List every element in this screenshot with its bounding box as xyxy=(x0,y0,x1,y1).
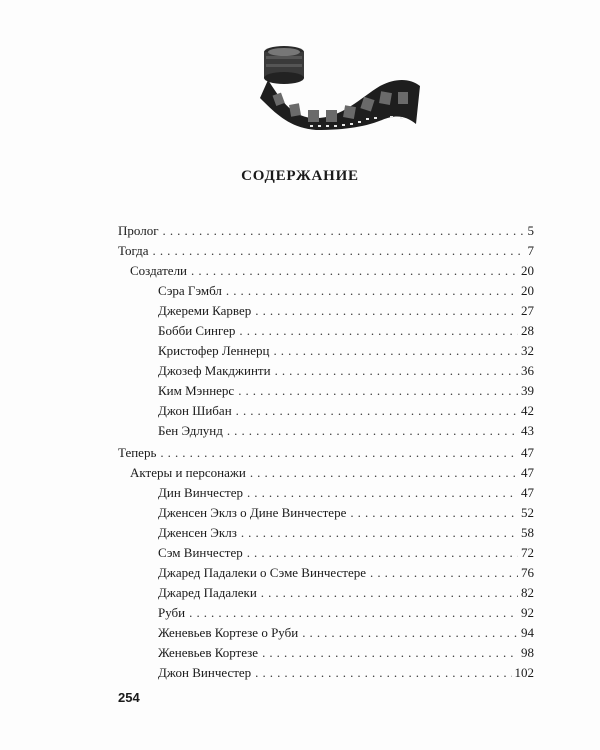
page-number: 254 xyxy=(118,690,140,705)
toc-leader-dots xyxy=(189,603,518,623)
toc-entry-title: Теперь xyxy=(118,445,157,460)
toc-leader-dots xyxy=(238,381,518,401)
toc-leader-dots xyxy=(241,523,518,543)
toc-entry-page: 32 xyxy=(521,343,534,358)
toc-leader-dots xyxy=(247,483,518,503)
toc-entry-page: 72 xyxy=(521,545,534,560)
toc-leader-dots xyxy=(262,643,518,663)
toc-entry xyxy=(158,301,534,321)
toc-entry-title: Бен Эдлунд xyxy=(158,423,223,438)
toc-leader-dots xyxy=(226,281,518,301)
toc-entry-page: 20 xyxy=(521,263,534,278)
toc-entry-page: 47 xyxy=(521,465,534,480)
toc-entry-page: 76 xyxy=(521,565,534,580)
toc-leader-dots xyxy=(191,261,518,281)
toc-entry-page: 92 xyxy=(521,605,534,620)
toc-entry-title: Сэра Гэмбл xyxy=(158,283,222,298)
toc-entry-page: 98 xyxy=(521,645,534,660)
toc-leader-dots xyxy=(239,321,518,341)
toc-entry-title: Джаред Падалеки о Сэме Винчестере xyxy=(158,565,367,580)
toc-entry-page: 43 xyxy=(521,423,534,438)
toc-entry-title: Сэм Винчестер xyxy=(158,545,243,560)
toc-entry-page: 94 xyxy=(521,625,534,640)
toc-entry xyxy=(118,443,534,463)
toc-entry xyxy=(158,603,534,623)
toc-entry-page: 7 xyxy=(527,243,534,258)
toc-entry-title: Женевьев Кортезе о Руби xyxy=(158,625,299,640)
toc-entry xyxy=(158,543,534,563)
toc-entry xyxy=(158,281,534,301)
toc-entry xyxy=(158,421,534,441)
toc-entry-title: Джон Винчестер xyxy=(158,665,252,680)
toc-entry xyxy=(158,381,534,401)
toc-entry-page: 58 xyxy=(521,525,534,540)
toc-entry-title: Пролог xyxy=(118,223,159,238)
toc-leader-dots xyxy=(370,563,518,583)
toc-entry-title: Ким Мэннерс xyxy=(158,383,235,398)
toc-entry xyxy=(118,241,534,261)
toc-entry-title: Кристофер Леннерц xyxy=(158,343,270,358)
toc-entry xyxy=(158,583,534,603)
toc-entry-title: Дженсен Эклз xyxy=(158,525,237,540)
toc-leader-dots xyxy=(160,443,518,463)
toc-entry xyxy=(158,563,534,583)
toc-entry-page: 42 xyxy=(521,403,534,418)
toc-entry xyxy=(158,361,534,381)
toc-entry xyxy=(130,261,534,281)
toc-entry xyxy=(158,643,534,663)
toc-entry xyxy=(158,503,534,523)
toc-entry-title: Руби xyxy=(158,605,186,620)
toc-leader-dots xyxy=(247,543,518,563)
toc-entry-page: 82 xyxy=(521,585,534,600)
toc-entry-title: Джон Шибан xyxy=(158,403,232,418)
toc-entry xyxy=(158,341,534,361)
film-reel-strip-icon xyxy=(250,38,422,130)
toc-leader-dots xyxy=(236,401,518,421)
toc-entry-title: Женевьев Кортезе xyxy=(158,645,259,660)
toc-entry-title: Бобби Сингер xyxy=(158,323,236,338)
toc-entry-title: Джозеф Макджинти xyxy=(158,363,271,378)
toc-leader-dots xyxy=(350,503,518,523)
toc-leader-dots xyxy=(274,341,519,361)
toc-entry-page: 47 xyxy=(521,485,534,500)
page-title: СОДЕРЖАНИЕ xyxy=(241,168,359,184)
toc-entry xyxy=(118,221,534,241)
toc-entry-title: Дженсен Эклз о Дине Винчестере xyxy=(158,505,347,520)
toc-entry-title: Создатели xyxy=(130,263,188,278)
toc-entry xyxy=(158,321,534,341)
toc-entry-page: 27 xyxy=(521,303,534,318)
toc-entry xyxy=(158,483,534,503)
toc-leader-dots xyxy=(255,663,511,683)
toc-entry-title: Тогда xyxy=(118,243,149,258)
toc-entry xyxy=(158,623,534,643)
toc-entry-title: Джереми Карвер xyxy=(158,303,252,318)
toc-leader-dots xyxy=(250,463,518,483)
toc-leader-dots xyxy=(163,221,525,241)
toc-entry xyxy=(158,663,534,683)
toc-entry-page: 5 xyxy=(527,223,534,238)
toc-entry-page: 47 xyxy=(521,445,534,460)
toc-entry-page: 36 xyxy=(521,363,534,378)
toc-leader-dots xyxy=(255,301,518,321)
toc-entry-title: Актеры и персонажи xyxy=(130,465,246,480)
toc-leader-dots xyxy=(302,623,518,643)
toc-leader-dots xyxy=(227,421,518,441)
toc-entry xyxy=(158,401,534,421)
toc-entry-page: 20 xyxy=(521,283,534,298)
toc-entry-page: 102 xyxy=(514,665,534,680)
toc-entry-title: Дин Винчестер xyxy=(158,485,243,500)
toc-leader-dots xyxy=(153,241,525,261)
toc-entry-page: 52 xyxy=(521,505,534,520)
toc-entry xyxy=(130,463,534,483)
toc-entry-title: Джаред Падалеки xyxy=(158,585,257,600)
toc-leader-dots xyxy=(261,583,518,603)
toc-leader-dots xyxy=(275,361,518,381)
toc-entry xyxy=(158,523,534,543)
toc-entry-page: 39 xyxy=(521,383,534,398)
toc-entry-page: 28 xyxy=(521,323,534,338)
